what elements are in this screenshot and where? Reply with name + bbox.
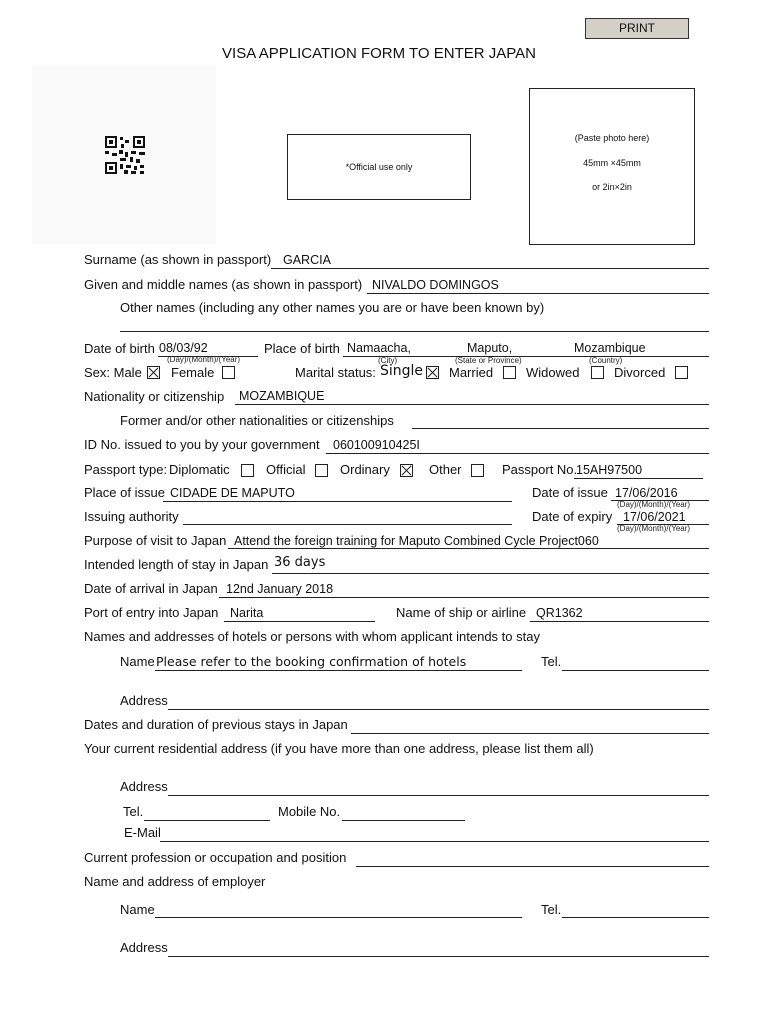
length-of-stay-line: [272, 573, 709, 574]
place-of-issue-line: [163, 501, 512, 502]
pob-label: Place of birth: [264, 341, 340, 356]
other-names-line[interactable]: [120, 331, 709, 332]
length-of-stay-value[interactable]: 36 days: [274, 555, 326, 570]
form-title: VISA APPLICATION FORM TO ENTER JAPAN: [222, 45, 536, 62]
date-of-issue-label: Date of issue: [532, 485, 608, 500]
date-of-issue-hint: (Day)/(Month)/(Year): [617, 500, 691, 509]
id-line: [326, 453, 709, 454]
residential-address-label: Your current residential address (if you have more than one address, please list them all): [84, 741, 594, 756]
employer-address-line[interactable]: [168, 956, 709, 957]
official-checkbox[interactable]: [315, 464, 328, 477]
given-names-line: [367, 293, 709, 294]
hotels-label: Names and addresses of hotels or persons with whom applicant intends to stay: [84, 629, 540, 644]
single-checkbox[interactable]: [426, 366, 439, 379]
qr-code-icon: [105, 136, 145, 174]
port-of-entry-value[interactable]: Narita: [230, 606, 264, 620]
nationality-label: Nationality or citizenship: [84, 389, 225, 404]
arrival-date-value[interactable]: 12nd January 2018: [226, 582, 334, 596]
widowed-checkbox[interactable]: [591, 366, 604, 379]
pob-city-hint: (City): [378, 356, 398, 365]
email-line[interactable]: [160, 841, 709, 842]
other-checkbox[interactable]: [471, 464, 484, 477]
married-checkbox[interactable]: [503, 366, 516, 379]
photo-size-mm: 45mm ×45mm: [583, 158, 641, 168]
dob-label: Date of birth: [84, 341, 155, 356]
ship-airline-label: Name of ship or airline: [396, 605, 527, 620]
given-names-value[interactable]: NIVALDO DOMINGOS: [372, 278, 499, 292]
purpose-label: Purpose of visit to Japan: [84, 533, 227, 548]
arrival-date-line: [219, 597, 709, 598]
employer-address-label: Address: [120, 940, 168, 955]
single-label: Single: [380, 363, 424, 379]
ordinary-checkbox[interactable]: [400, 464, 413, 477]
other-label: Other: [429, 462, 462, 477]
residential-tel-label: Tel.: [123, 804, 144, 819]
mobile-line[interactable]: [342, 820, 465, 821]
widowed-label: Widowed: [526, 365, 580, 380]
former-nationality-label: Former and/or other nationalities or citizenships: [120, 413, 394, 428]
arrival-date-label: Date of arrival in Japan: [84, 581, 218, 596]
previous-stays-label: Dates and duration of previous stays in Japan: [84, 717, 348, 732]
id-label: ID No. issued to you by your government: [84, 437, 320, 452]
sex-male-label: Sex: Male: [84, 365, 142, 380]
residential-address-field-label: Address: [120, 779, 168, 794]
employer-tel-line[interactable]: [562, 917, 709, 918]
issuing-authority-label: Issuing authority: [84, 509, 179, 524]
hotel-tel-label: Tel.: [541, 654, 562, 669]
residential-tel-line[interactable]: [144, 820, 270, 821]
former-nationality-line[interactable]: [412, 428, 709, 429]
employer-label: Name and address of employer: [84, 874, 266, 889]
residential-address-line[interactable]: [168, 795, 709, 796]
nationality-value[interactable]: MOZAMBIQUE: [239, 389, 325, 403]
male-checkbox[interactable]: [147, 366, 160, 379]
issuing-authority-line[interactable]: [183, 524, 512, 525]
place-of-issue-value[interactable]: CIDADE DE MAPUTO: [170, 486, 295, 500]
pob-state-value[interactable]: Maputo,: [467, 341, 513, 355]
photo-instruction: (Paste photo here): [574, 133, 650, 143]
nationality-line: [235, 404, 709, 405]
pob-country-value[interactable]: Mozambique: [574, 341, 646, 355]
ordinary-label: Ordinary: [340, 462, 390, 477]
ship-airline-value[interactable]: QR1362: [536, 606, 583, 620]
port-of-entry-line: [224, 621, 375, 622]
mobile-label: Mobile No.: [278, 804, 341, 819]
hotel-address-label: Address: [120, 693, 168, 708]
date-of-expiry-hint: (Day)/(Month)/(Year): [617, 524, 691, 533]
pob-city-value[interactable]: Namaacha,: [347, 341, 411, 355]
date-of-issue-value[interactable]: 17/06/2016: [615, 486, 678, 500]
hotel-name-value[interactable]: Please refer to the booking confirmation of hotels: [156, 654, 467, 669]
passport-type-label: Passport type:: [84, 462, 168, 477]
hotel-address-line[interactable]: [168, 709, 709, 710]
passport-no-label: Passport No.: [502, 462, 578, 477]
other-names-label: Other names (including any other names you are or have been known by): [120, 300, 545, 315]
ship-airline-line: [530, 621, 709, 622]
divorced-checkbox[interactable]: [675, 366, 688, 379]
employer-tel-label: Tel.: [541, 902, 562, 917]
date-of-expiry-label: Date of expiry: [532, 509, 613, 524]
given-names-label: Given and middle names (as shown in passport): [84, 277, 363, 292]
purpose-value[interactable]: Attend the foreign training for Maputo Combined Cycle Project060: [234, 534, 599, 548]
pob-country-hint: (Country): [589, 356, 623, 365]
official-label: Official: [266, 462, 306, 477]
hotel-tel-line[interactable]: [562, 670, 709, 671]
hotel-name-label: Name: [120, 654, 155, 669]
photo-box: [529, 88, 695, 245]
profession-label: Current profession or occupation and position: [84, 850, 347, 865]
dob-hint: (Day)/(Month)/(Year): [167, 355, 241, 364]
divorced-label: Divorced: [614, 365, 666, 380]
photo-size-in: or 2in×2in: [592, 182, 632, 192]
female-label: Female: [171, 365, 215, 380]
employer-name-label: Name: [120, 902, 155, 917]
diplomatic-label: Diplomatic: [169, 462, 230, 477]
pob-line: [343, 356, 709, 357]
passport-no-line: [574, 478, 703, 479]
dob-value[interactable]: 08/03/92: [159, 341, 208, 355]
id-value[interactable]: 060100910425I: [333, 438, 420, 452]
female-checkbox[interactable]: [222, 366, 235, 379]
purpose-line: [228, 548, 709, 549]
surname-value[interactable]: GARCIA: [283, 253, 331, 267]
place-of-issue-label: Place of issue: [84, 485, 165, 500]
pob-state-hint: (State or Province): [455, 356, 522, 365]
official-use-box: *Official use only: [287, 134, 471, 200]
surname-line: [271, 268, 709, 269]
profession-line[interactable]: [356, 866, 709, 867]
hotel-name-line: [155, 670, 522, 671]
passport-no-value[interactable]: 15AH97500: [576, 463, 643, 477]
date-of-expiry-value[interactable]: 17/06/2021: [623, 510, 686, 524]
diplomatic-checkbox[interactable]: [241, 464, 254, 477]
employer-name-line[interactable]: [155, 917, 522, 918]
length-of-stay-label: Intended length of stay in Japan: [84, 557, 269, 572]
print-button[interactable]: PRINT: [585, 18, 689, 39]
married-label: Married: [449, 365, 494, 380]
marital-status-label: Marital status:: [295, 365, 376, 380]
email-label: E-Mail: [124, 825, 161, 840]
previous-stays-line[interactable]: [351, 733, 709, 734]
surname-label: Surname (as shown in passport): [84, 252, 272, 267]
port-of-entry-label: Port of entry into Japan: [84, 605, 219, 620]
